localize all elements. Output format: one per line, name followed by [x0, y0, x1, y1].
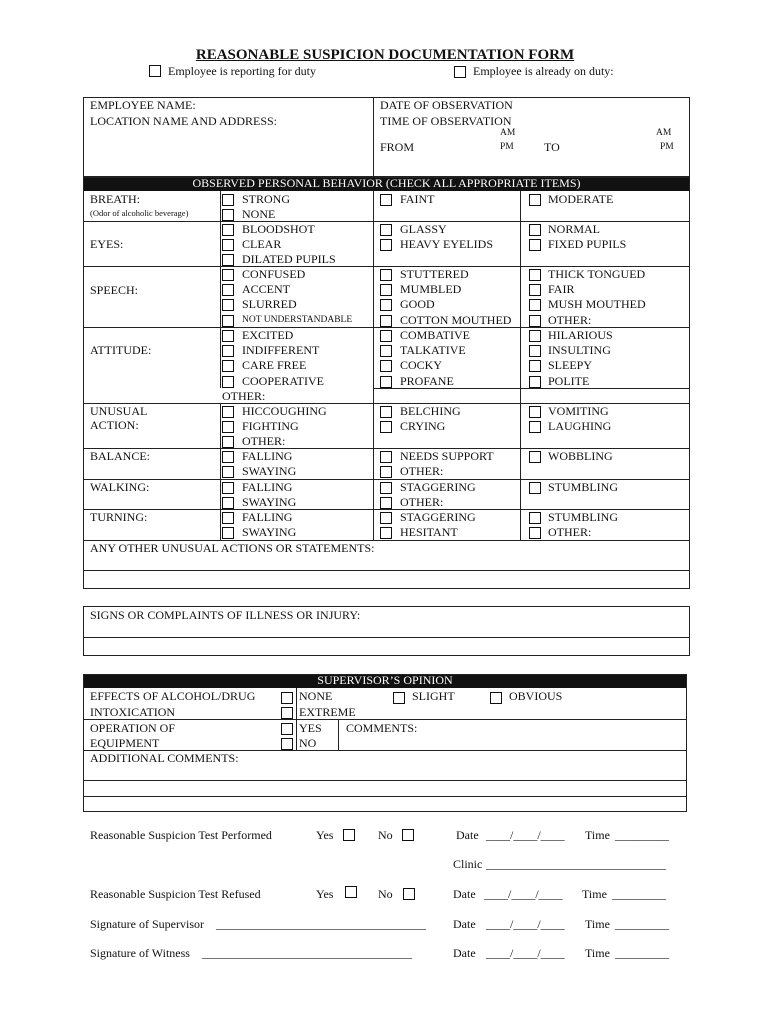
refused-date-label: Date — [453, 887, 476, 901]
balance-c2-1-checkbox[interactable] — [380, 466, 392, 478]
obvious-label: OBVIOUS — [509, 689, 563, 703]
unusual-c2-0-checkbox[interactable] — [380, 406, 392, 418]
speech-c3-3-label: OTHER: — [548, 312, 592, 327]
attitude-c1-3-checkbox[interactable] — [222, 376, 234, 388]
extreme-label: EXTREME — [299, 705, 356, 719]
unusual-c1-1-label: FIGHTING — [242, 419, 299, 434]
breath-note: (Odor of alcoholic beverage) — [90, 208, 189, 218]
eyes-c1-0-checkbox[interactable] — [222, 224, 234, 236]
to-pm: PM — [660, 142, 674, 152]
eyes-c2-1-checkbox[interactable] — [380, 239, 392, 251]
breath-c3-0-checkbox[interactable] — [529, 194, 541, 206]
obvious-checkbox[interactable] — [490, 692, 502, 704]
performed-no-label: No — [378, 828, 393, 842]
eyes-c3-0-label: NORMAL — [548, 222, 601, 236]
attitude-c3-0-label: HILARIOUS — [548, 328, 613, 342]
speech-label: SPEECH: — [90, 283, 139, 297]
test-performed-label: Reasonable Suspicion Test Performed — [90, 828, 272, 842]
speech-c3-1-label: FAIR — [548, 282, 575, 297]
supervisor-signature-field[interactable]: ___________________________________ — [216, 917, 426, 931]
signs-label: SIGNS OR COMPLAINTS OF ILLNESS OR INJURY: — [90, 608, 361, 622]
any-other-label: ANY OTHER UNUSUAL ACTIONS OR STATEMENTS: — [90, 541, 375, 555]
balance-c1-0-checkbox[interactable] — [222, 451, 234, 463]
balance-c2-0-checkbox[interactable] — [380, 451, 392, 463]
breath-c1-1-label: NONE — [242, 207, 276, 222]
unusual-c2-1-label: CRYING — [400, 419, 446, 434]
breath-label: BREATH: — [90, 192, 141, 206]
attitude-c2-0-label: COMBATIVE — [400, 328, 471, 342]
unusual-c2-1-checkbox[interactable] — [380, 421, 392, 433]
walking-label: WALKING: — [90, 480, 150, 494]
location-label: LOCATION NAME AND ADDRESS: — [90, 114, 278, 128]
none-checkbox[interactable] — [281, 692, 293, 704]
eyes-c1-0-label: BLOODSHOT — [242, 222, 315, 236]
unusual-c3-0-label: VOMITING — [548, 404, 609, 418]
eyes-c1-2-label: DILATED PUPILS — [242, 252, 336, 267]
supervisor-signature-label: Signature of Supervisor — [90, 917, 204, 931]
refused-time-label: Time — [582, 887, 607, 901]
witness-signature-field[interactable]: ___________________________________ — [202, 946, 412, 960]
turning-c3-0-checkbox[interactable] — [529, 512, 541, 524]
wit-date-field[interactable]: ____/____/____ — [486, 946, 565, 960]
speech-c1-2-label: SLURRED — [242, 297, 297, 312]
behavior-header: OBSERVED PERSONAL BEHAVIOR (CHECK ALL APPROPRIATE ITEMS) — [83, 177, 690, 191]
balance-label: BALANCE: — [90, 449, 150, 463]
no-checkbox[interactable] — [281, 738, 293, 750]
turning-label: TURNING: — [90, 510, 148, 524]
eyes-c2-1-label: HEAVY EYELIDS — [400, 237, 493, 252]
attitude-c1-0-label: EXCITED — [242, 328, 294, 342]
attitude-c1-2-label: CARE FREE — [242, 358, 307, 373]
balance-c1-1-label: SWAYING — [242, 464, 297, 479]
performed-yes-checkbox[interactable] — [343, 829, 355, 841]
balance-c3-0-label: WOBBLING — [548, 449, 613, 463]
refused-yes-label: Yes — [316, 887, 334, 901]
unusual-c3-1-checkbox[interactable] — [529, 421, 541, 433]
additional-comments-label: ADDITIONAL COMMENTS: — [90, 751, 239, 765]
attitude-c3-1-label: INSULTING — [548, 343, 611, 358]
speech-c2-3-checkbox[interactable] — [380, 315, 392, 327]
time-observation-label: TIME OF OBSERVATION — [380, 114, 512, 128]
balance-c3-0-checkbox[interactable] — [529, 451, 541, 463]
performed-date-field[interactable]: ____/____/____ — [486, 828, 565, 842]
refused-no-checkbox[interactable] — [403, 888, 415, 900]
walking-c2-1-checkbox[interactable] — [380, 497, 392, 509]
eyes-c3-0-checkbox[interactable] — [529, 224, 541, 236]
attitude-c1-1-label: INDIFFERENT — [242, 343, 320, 358]
eyes-c1-1-label: CLEAR — [242, 237, 282, 252]
speech-c2-1-checkbox[interactable] — [380, 284, 392, 296]
action-label: ACTION: — [90, 418, 139, 432]
reporting-checkbox[interactable] — [149, 65, 161, 77]
speech-c1-3-checkbox[interactable] — [222, 315, 234, 327]
eyes-c1-2-checkbox[interactable] — [222, 254, 234, 266]
turning-c2-1-label: HESITANT — [400, 525, 458, 540]
performed-time-field[interactable]: _________ — [615, 828, 669, 842]
balance-c1-0-label: FALLING — [242, 449, 293, 463]
sup-date-label: Date — [453, 917, 476, 931]
wit-date-label: Date — [453, 946, 476, 960]
supervisor-header: SUPERVISOR’S OPINION — [83, 674, 687, 688]
speech-c1-3-label: NOT UNDERSTANDABLE — [242, 314, 353, 325]
attitude-c1-3-label: COOPERATIVE — [242, 373, 325, 388]
to-am: AM — [656, 128, 672, 138]
effects-label: EFFECTS OF ALCOHOL/DRUG — [90, 689, 256, 703]
unusual-c3-1-label: LAUGHING — [548, 419, 612, 434]
unusual-label: UNUSUAL — [90, 404, 148, 418]
slight-label: SLIGHT — [412, 689, 455, 703]
sup-time-field[interactable]: _________ — [615, 917, 669, 931]
walking-c1-0-checkbox[interactable] — [222, 482, 234, 494]
attitude-c3-0-checkbox[interactable] — [529, 330, 541, 342]
wit-time-field[interactable]: _________ — [615, 946, 669, 960]
breath-c1-1-checkbox[interactable] — [222, 209, 234, 221]
attitude-c3-2-label: SLEEPY — [548, 358, 593, 373]
to-label: TO — [544, 140, 560, 154]
refused-no-label: No — [378, 887, 393, 901]
speech-c1-2-checkbox[interactable] — [222, 299, 234, 311]
turning-c1-0-checkbox[interactable] — [222, 512, 234, 524]
unusual-c1-2-label: OTHER: — [242, 434, 286, 449]
speech-c2-2-checkbox[interactable] — [380, 299, 392, 311]
eyes-c3-1-checkbox[interactable] — [529, 239, 541, 251]
unusual-c3-0-checkbox[interactable] — [529, 406, 541, 418]
breath-c1-0-checkbox[interactable] — [222, 194, 234, 206]
sup-time-label: Time — [585, 917, 610, 931]
reporting-label: Employee is reporting for duty — [168, 64, 316, 78]
yes-label: YES — [299, 721, 322, 735]
from-pm: PM — [500, 142, 514, 152]
turning-c2-1-checkbox[interactable] — [380, 527, 392, 539]
unusual-c1-0-label: HICCOUGHING — [242, 404, 327, 418]
attitude-c1-0-checkbox[interactable] — [222, 330, 234, 342]
turning-c1-1-label: SWAYING — [242, 525, 297, 540]
unusual-c1-0-checkbox[interactable] — [222, 406, 234, 418]
slight-checkbox[interactable] — [393, 692, 405, 704]
attitude-c2-0-checkbox[interactable] — [380, 330, 392, 342]
turning-c3-1-checkbox[interactable] — [529, 527, 541, 539]
speech-c2-0-checkbox[interactable] — [380, 269, 392, 281]
walking-c1-0-label: FALLING — [242, 480, 293, 494]
unusual-c2-0-label: BELCHING — [400, 404, 461, 418]
performed-yes-label: Yes — [316, 828, 334, 842]
walking-c2-1-label: OTHER: — [400, 495, 444, 510]
attitude-c2-3-checkbox[interactable] — [380, 376, 392, 388]
attitude-c2-1-checkbox[interactable] — [380, 345, 392, 357]
turning-c1-1-checkbox[interactable] — [222, 527, 234, 539]
balance-c2-1-label: OTHER: — [400, 464, 444, 479]
no-label: NO — [299, 736, 317, 750]
eyes-label: EYES: — [90, 237, 124, 251]
wit-time-label: Time — [585, 946, 610, 960]
already-checkbox[interactable] — [454, 66, 466, 78]
test-refused-label: Reasonable Suspicion Test Refused — [90, 887, 261, 901]
speech-c3-1-checkbox[interactable] — [529, 284, 541, 296]
turning-c1-0-label: FALLING — [242, 510, 293, 524]
eyes-c2-0-checkbox[interactable] — [380, 224, 392, 236]
speech-c3-0-checkbox[interactable] — [529, 269, 541, 281]
unusual-c1-2-checkbox[interactable] — [222, 436, 234, 448]
equipment-label: EQUIPMENT — [90, 736, 160, 750]
speech-c2-0-label: STUTTERED — [400, 267, 469, 281]
comments-label: COMMENTS: — [346, 721, 418, 735]
unusual-c1-1-checkbox[interactable] — [222, 421, 234, 433]
from-label: FROM — [380, 140, 415, 154]
employee-name-label: EMPLOYEE NAME: — [90, 98, 196, 112]
attitude-label: ATTITUDE: — [90, 343, 152, 357]
speech-c1-0-label: CONFUSED — [242, 267, 306, 281]
breath-c3-0-label: MODERATE — [548, 192, 614, 206]
attitude-c1-1-checkbox[interactable] — [222, 345, 234, 357]
walking-c2-0-checkbox[interactable] — [380, 482, 392, 494]
attitude-c3-3-checkbox[interactable] — [529, 376, 541, 388]
walking-c1-1-label: SWAYING — [242, 495, 297, 510]
turning-c3-0-label: STUMBLING — [548, 510, 619, 524]
eyes-c2-0-label: GLASSY — [400, 222, 447, 236]
speech-c3-2-checkbox[interactable] — [529, 299, 541, 311]
turning-c2-0-checkbox[interactable] — [380, 512, 392, 524]
attitude-c2-3-label: PROFANE — [400, 373, 454, 388]
breath-c2-0-label: FAINT — [400, 192, 435, 206]
speech-c2-1-label: MUMBLED — [400, 282, 462, 297]
turning-c2-0-label: STAGGERING — [400, 510, 476, 524]
attitude-c1-2-checkbox[interactable] — [222, 360, 234, 372]
breath-c2-0-checkbox[interactable] — [380, 194, 392, 206]
performed-time-label: Time — [585, 828, 610, 842]
attitude-c3-2-checkbox[interactable] — [529, 360, 541, 372]
speech-c2-3-label: COTTON MOUTHED — [400, 312, 512, 327]
performed-no-checkbox[interactable] — [402, 829, 414, 841]
speech-c2-2-label: GOOD — [400, 297, 435, 312]
speech-c3-0-label: THICK TONGUED — [548, 267, 646, 281]
already-label: Employee is already on duty: — [473, 64, 614, 78]
eyes-c3-1-label: FIXED PUPILS — [548, 237, 627, 252]
attitude-c2-1-label: TALKATIVE — [400, 343, 466, 358]
none-label: NONE — [299, 689, 333, 703]
speech-c3-3-checkbox[interactable] — [529, 315, 541, 327]
form-title: REASONABLE SUSPICION DOCUMENTATION FORM — [195, 47, 575, 63]
walking-c1-1-checkbox[interactable] — [222, 497, 234, 509]
attitude-c2-2-label: COCKY — [400, 358, 443, 373]
speech-c1-0-checkbox[interactable] — [222, 269, 234, 281]
from-am: AM — [500, 128, 516, 138]
speech-c1-1-checkbox[interactable] — [222, 284, 234, 296]
intoxication-label: INTOXICATION — [90, 705, 176, 719]
attitude-other: OTHER: — [222, 389, 266, 403]
witness-signature-label: Signature of Witness — [90, 946, 190, 960]
breath-c1-0-label: STRONG — [242, 192, 291, 206]
refused-yes-checkbox[interactable] — [345, 886, 357, 898]
balance-c1-1-checkbox[interactable] — [222, 466, 234, 478]
operation-label: OPERATION OF — [90, 721, 176, 735]
walking-c3-0-label: STUMBLING — [548, 480, 619, 494]
attitude-c3-3-label: POLITE — [548, 373, 590, 388]
sup-date-field[interactable]: ____/____/____ — [486, 917, 565, 931]
performed-date-label: Date — [456, 828, 479, 842]
refused-date-field[interactable]: ____/____/____ — [484, 887, 563, 901]
speech-c3-2-label: MUSH MOUTHED — [548, 297, 646, 312]
walking-c2-0-label: STAGGERING — [400, 480, 476, 494]
attitude-c2-2-checkbox[interactable] — [380, 360, 392, 372]
yes-checkbox[interactable] — [281, 723, 293, 735]
clinic-field[interactable]: ______________________________ — [486, 857, 666, 871]
speech-c1-1-label: ACCENT — [242, 282, 290, 297]
attitude-c3-1-checkbox[interactable] — [529, 345, 541, 357]
turning-c3-1-label: OTHER: — [548, 525, 592, 540]
walking-c3-0-checkbox[interactable] — [529, 482, 541, 494]
clinic-label: Clinic — [453, 857, 483, 871]
eyes-c1-1-checkbox[interactable] — [222, 239, 234, 251]
extreme-checkbox[interactable] — [281, 707, 293, 719]
date-observation-label: DATE OF OBSERVATION — [380, 98, 513, 112]
balance-c2-0-label: NEEDS SUPPORT — [400, 449, 494, 463]
refused-time-field[interactable]: _________ — [612, 887, 666, 901]
